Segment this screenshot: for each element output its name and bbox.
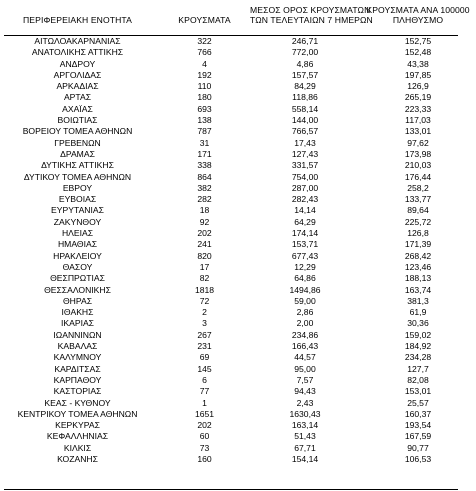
region-cell: ΚΑΡΔΙΤΣΑΣ: [54, 363, 101, 374]
cases-cell: 77: [199, 386, 210, 397]
table-row: [0, 217, 476, 228]
per-100k-cell: 193,54: [404, 420, 432, 431]
per-100k-cell: 268,42: [404, 250, 432, 261]
region-cell: ΑΝΑΤΟΛΙΚΗΣ ΑΤΤΙΚΗΣ: [31, 47, 124, 58]
avg-cell: 157,57: [291, 69, 319, 80]
per-100k-cell: 97,62: [407, 137, 429, 148]
table-row: [0, 398, 476, 409]
avg-cell: 59,00: [294, 295, 316, 306]
region-cell: ΚΕΡΚΥΡΑΣ: [55, 420, 100, 431]
table-row: [0, 273, 476, 284]
avg-cell: 154,14: [291, 453, 319, 464]
per-100k-cell: 90,77: [407, 442, 429, 453]
table-row: [0, 318, 476, 329]
table-row: [0, 126, 476, 137]
table-row: [0, 330, 476, 341]
table-row: [0, 420, 476, 431]
table-row: [0, 36, 476, 47]
per-100k-cell: 126,8: [407, 228, 429, 239]
table-row: [0, 138, 476, 149]
table-row: [0, 172, 476, 183]
avg-cell: 1494,86: [289, 284, 321, 295]
table-row: [0, 115, 476, 126]
cases-cell: 267: [197, 329, 212, 340]
cases-cell: 382: [197, 182, 212, 193]
table-row: [0, 262, 476, 273]
avg-cell: 95,00: [294, 363, 316, 374]
per-100k-cell: 197,85: [404, 69, 432, 80]
avg-cell: 4,86: [296, 58, 314, 69]
cases-cell: 145: [197, 363, 212, 374]
per-100k-cell: 126,9: [407, 81, 429, 92]
region-cell: ΙΩΑΝΝΙΝΩΝ: [53, 329, 102, 340]
region-cell: ΙΘΑΚΗΣ: [61, 307, 94, 318]
region-cell: ΑΧΑΪΑΣ: [62, 103, 93, 114]
region-cell: ΚΑΡΠΑΘΟΥ: [53, 374, 102, 385]
avg-cell: 153,71: [291, 239, 319, 250]
region-cell: ΔΥΤΙΚΟΥ ΤΟΜΕΑ ΑΘΗΝΩΝ: [23, 171, 132, 182]
region-cell: ΚΕΦΑΛΛΗΝΙΑΣ: [46, 431, 109, 442]
table-row: [0, 239, 476, 250]
table-row: [0, 352, 476, 363]
region-cell: ΔΡΑΜΑΣ: [60, 148, 95, 159]
per-100k-cell: 225,72: [404, 216, 432, 227]
cases-cell: 820: [197, 250, 212, 261]
region-cell: ΚΑΒΑΛΑΣ: [57, 341, 98, 352]
region-cell: ΘΑΣΟΥ: [62, 261, 93, 272]
cases-cell: 138: [197, 115, 212, 126]
region-cell: ΚΟΖΑΝΗΣ: [57, 453, 98, 464]
header-avg-line2: ΤΩΝ ΤΕΛΕΥΤΑΙΩΝ 7 ΗΜΕΡΩΝ: [250, 15, 373, 25]
per-100k-cell: 163,74: [404, 284, 432, 295]
avg-cell: 1630,43: [289, 408, 321, 419]
cases-cell: 72: [199, 295, 210, 306]
avg-cell: 282,43: [291, 194, 319, 205]
avg-cell: 234,86: [291, 329, 319, 340]
per-100k-cell: 25,57: [407, 397, 429, 408]
region-cell: ΖΑΚΥΝΘΟΥ: [53, 216, 102, 227]
per-100k-cell: 265,19: [404, 92, 432, 103]
table-row: [0, 364, 476, 375]
region-cell: ΑΡΤΑΣ: [63, 92, 92, 103]
per-100k-cell: 106,53: [404, 453, 432, 464]
table-row: [0, 160, 476, 171]
header-avg-line1: ΜΕΣΟΣ ΟΡΟΣ ΚΡΟΥΣΜΑΤΩΝ: [250, 5, 371, 15]
region-cell: ΚΙΛΚΙΣ: [63, 442, 92, 453]
avg-cell: 44,57: [294, 352, 316, 363]
table-row: [0, 194, 476, 205]
avg-cell: 287,00: [291, 182, 319, 193]
cases-cell: 241: [197, 239, 212, 250]
avg-cell: 144,00: [291, 115, 319, 126]
per-100k-cell: 127,7: [407, 363, 429, 374]
table-row: [0, 409, 476, 420]
per-100k-cell: 133,77: [404, 194, 432, 205]
avg-cell: 118,86: [292, 92, 318, 103]
region-cell: ΓΡΕΒΕΝΩΝ: [54, 137, 101, 148]
per-100k-cell: 176,44: [404, 171, 432, 182]
per-100k-cell: 188,13: [404, 273, 432, 284]
per-100k-cell: 153,01: [404, 386, 432, 397]
table-row: [0, 183, 476, 194]
avg-cell: 64,29: [294, 216, 316, 227]
table-header: [0, 6, 476, 34]
region-cell: ΚΕΑΣ - ΚΥΘΝΟΥ: [44, 397, 111, 408]
per-100k-cell: 117,03: [405, 115, 431, 126]
table-row: [0, 296, 476, 307]
region-cell: ΙΚΑΡΙΑΣ: [60, 318, 94, 329]
region-cell: ΗΡΑΚΛΕΙΟΥ: [53, 250, 102, 261]
cases-cell: 192: [197, 69, 212, 80]
cases-cell: 766: [197, 47, 212, 58]
cases-cell: 864: [197, 171, 212, 182]
table-row: [0, 431, 476, 442]
per-100k-cell: 43,38: [407, 58, 429, 69]
per-100k-cell: 82,08: [407, 374, 429, 385]
table-body: [0, 36, 476, 465]
avg-cell: 2,00: [296, 318, 314, 329]
per-100k-cell: 160,37: [404, 408, 432, 419]
per-100k-cell: 159,02: [404, 329, 432, 340]
per-100k-cell: 152,75: [404, 36, 432, 46]
avg-cell: 2,43: [296, 397, 314, 408]
table-row: [0, 70, 476, 81]
cases-cell: 693: [197, 103, 212, 114]
avg-cell: 754,00: [291, 171, 319, 182]
avg-cell: 94,43: [294, 386, 316, 397]
table-row: [0, 251, 476, 262]
cases-cell: 3: [202, 318, 207, 329]
cases-cell: 1651: [194, 408, 215, 419]
table-row: [0, 285, 476, 296]
per-100k-cell: 234,28: [404, 352, 432, 363]
header-per-line1: ΚΡΟΥΣΜΑΤΑ ΑΝΑ 100000: [366, 5, 470, 15]
per-100k-cell: 223,33: [404, 103, 432, 114]
table-row: [0, 149, 476, 160]
cases-cell: 17: [199, 261, 210, 272]
region-cell: ΑΡΓΟΛΙΔΑΣ: [53, 69, 102, 80]
per-100k-cell: 61,9: [409, 307, 427, 318]
table-row: [0, 443, 476, 454]
region-cell: ΒΟΙΩΤΙΑΣ: [57, 115, 98, 126]
avg-cell: 772,00: [291, 47, 319, 58]
table-row: [0, 375, 476, 386]
table-row: [0, 454, 476, 465]
region-cell: ΘΕΣΣΑΛΟΝΙΚΗΣ: [44, 284, 111, 295]
table-row: [0, 59, 476, 70]
avg-cell: 17,43: [294, 137, 316, 148]
avg-cell: 2,86: [296, 307, 314, 318]
per-100k-cell: 167,59: [404, 431, 432, 442]
avg-cell: 331,57: [291, 160, 319, 171]
avg-cell: 766,57: [291, 126, 319, 137]
per-100k-cell: 133,01: [404, 126, 432, 137]
cases-cell: 31: [199, 137, 210, 148]
avg-cell: 12,29: [294, 261, 316, 272]
table-row: [0, 81, 476, 92]
bottom-divider: [4, 489, 458, 490]
region-cell: ΚΑΛΥΜΝΟΥ: [53, 352, 102, 363]
avg-cell: 64,86: [294, 273, 316, 284]
region-cell: ΕΒΡΟΥ: [62, 182, 93, 193]
per-100k-cell: 258,2: [407, 182, 429, 193]
region-cell: ΚΕΝΤΡΙΚΟΥ ΤΟΜΕΑ ΑΘΗΝΩΝ: [17, 408, 138, 419]
region-cell: ΒΟΡΕΙΟΥ ΤΟΜΕΑ ΑΘΗΝΩΝ: [22, 126, 133, 137]
region-cell: ΕΥΡΥΤΑΝΙΑΣ: [51, 205, 104, 216]
per-100k-cell: 123,46: [404, 261, 432, 272]
avg-cell: 67,71: [294, 442, 316, 453]
cases-cell: 322: [197, 36, 212, 46]
cases-cell: 282: [197, 194, 212, 205]
cases-cell: 338: [197, 160, 212, 171]
cases-cell: 160: [197, 453, 212, 464]
header-cases: ΚΡΟΥΣΜΑΤΑ: [178, 15, 231, 25]
avg-cell: 84,29: [294, 81, 316, 92]
table-row: [0, 228, 476, 239]
cases-cell: 6: [202, 374, 207, 385]
per-100k-cell: 210,03: [404, 160, 432, 171]
per-100k-cell: 184,92: [404, 341, 432, 352]
cases-cell: 171: [197, 148, 212, 159]
region-cell: ΕΥΒΟΙΑΣ: [58, 194, 97, 205]
avg-cell: 166,43: [291, 341, 319, 352]
cases-cell: 73: [199, 442, 210, 453]
region-cell: ΘΗΡΑΣ: [62, 295, 93, 306]
avg-cell: 558,14: [291, 103, 319, 114]
region-cell: ΚΑΣΤΟΡΙΑΣ: [53, 386, 102, 397]
table-row: [0, 307, 476, 318]
region-cell: ΗΜΑΘΙΑΣ: [57, 239, 98, 250]
region-cell: ΘΕΣΠΡΩΤΙΑΣ: [50, 273, 105, 284]
per-100k-cell: 173,98: [404, 148, 432, 159]
avg-cell: 174,14: [291, 228, 319, 239]
cases-cell: 60: [199, 431, 210, 442]
cases-cell: 180: [197, 92, 212, 103]
cases-cell: 82: [199, 273, 210, 284]
cases-cell: 787: [197, 126, 212, 137]
per-100k-cell: 381,3: [407, 295, 429, 306]
region-cell: ΑΡΚΑΔΙΑΣ: [56, 81, 99, 92]
cases-cell: 110: [197, 81, 212, 92]
avg-cell: 246,71: [291, 36, 319, 46]
avg-cell: 127,43: [291, 148, 319, 159]
cases-cell: 4: [202, 58, 207, 69]
avg-cell: 7,57: [296, 374, 314, 385]
table-row: [0, 205, 476, 216]
cases-cell: 202: [197, 420, 212, 431]
table-row: [0, 386, 476, 397]
cases-cell: 18: [199, 205, 210, 216]
avg-cell: 51,43: [294, 431, 316, 442]
cases-cell: 2: [202, 307, 207, 318]
avg-cell: 677,43: [291, 250, 319, 261]
region-cell: ΔΥΤΙΚΗΣ ΑΤΤΙΚΗΣ: [41, 160, 114, 171]
per-100k-cell: 171,39: [404, 239, 432, 250]
header-per-line2: ΠΛΗΘΥΣΜΟ: [392, 15, 444, 25]
header-region: ΠΕΡΙΦΕΡΕΙΑΚΗ ΕΝΟΤΗΤΑ: [23, 15, 132, 25]
cases-cell: 69: [199, 352, 210, 363]
table-row: [0, 104, 476, 115]
region-cell: ΑΙΤΩΛΟΑΚΑΡΝΑΝΙΑΣ: [34, 36, 121, 46]
table-row: [0, 47, 476, 58]
table-row: [0, 92, 476, 103]
cases-cell: 1: [202, 397, 207, 408]
per-100k-cell: 30,36: [407, 318, 429, 329]
per-100k-cell: 152,48: [404, 47, 432, 58]
table-row: [0, 341, 476, 352]
cases-cell: 92: [199, 216, 210, 227]
region-cell: ΗΛΕΙΑΣ: [61, 228, 94, 239]
avg-cell: 14,14: [294, 205, 316, 216]
cases-cell: 1818: [194, 284, 215, 295]
cases-cell: 202: [197, 228, 212, 239]
cases-cell: 231: [197, 341, 212, 352]
per-100k-cell: 89,64: [407, 205, 429, 216]
region-cell: ΑΝΔΡΟΥ: [59, 58, 96, 69]
avg-cell: 163,14: [291, 420, 319, 431]
